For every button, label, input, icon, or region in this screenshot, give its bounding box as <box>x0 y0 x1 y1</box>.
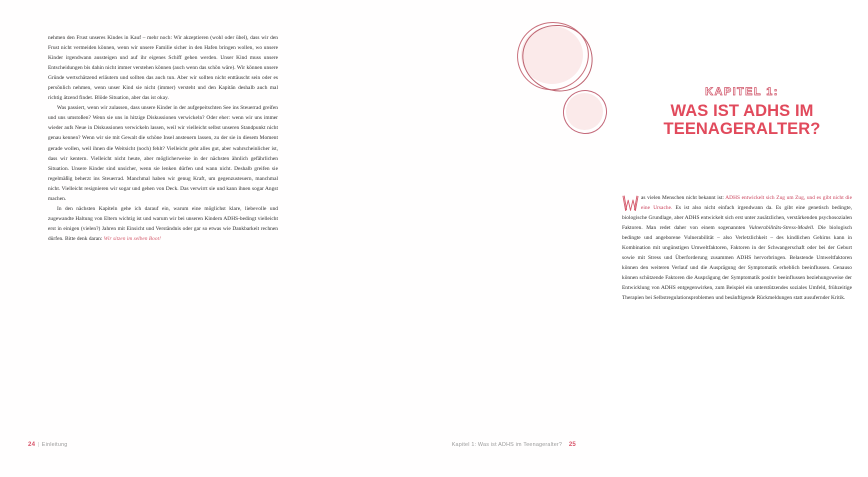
left-page <box>0 0 300 477</box>
paragraph-text: In den nächsten Kapiteln gehe ich darauf ein, warum eine möglichst klare, liebevolle und zugewandte Haltung von Eltern wichtig ist und warum wir bei unseren Kindern ADHS-bedingt vielleicht erst in einigen (vielen?) Jahren mit Einsicht und Verständnis oder gar so etwas wie Dankbarkeit rechnen dürfen. Bitte denk daran: <box>48 205 278 242</box>
right-page-footer <box>452 441 576 448</box>
highlighted-statement: ADHS entwickelt sich Zug um Zug, und es gibt nicht die eine Ursache. <box>641 195 852 212</box>
opening-text: as vielen Menschen nicht bekannt ist: <box>641 195 726 201</box>
left-page-body <box>48 33 278 244</box>
paragraph: Was passiert, wenn wir zulassen, dass unsere Kinder in der aufgepeitschten See ins Steuerrad greifen und uns umstoßen? Wenn sie uns in hitzige Diskussionen verwickeln? Oder eher: wenn wir uns immer wieder aufs Neue in Diskussionen verwickeln lassen, weil wir vielleicht selbst unseren Standpunkt nicht genau kennen? Wenn wir sie mit Gewalt die schöne Insel ansteuern lassen, zu der sie in diesem Moment gerade wollen, weil ihnen die Weitsicht (noch) fehlt? Vielleicht geht alles gut, aber wahrscheinlicher ist, dass wir kentern. Vielleicht nicht heute, aber möglicherweise in der nächsten ähnlich gefährlichen Situation. Unsere Kinder sind unsicher, wenn sie lenken dürfen und wann nicht. Deshalb greifen sie regelmäßig beherzt ins Steuerrad. Manchmal haben wir genug Kraft, um gegenzusteuern, manchmal nicht. Vielleicht resignieren wir sogar und gehen von Deck. Das verwirrt sie und kann ihnen sogar Angst machen. <box>48 105 278 202</box>
left-page-footer <box>28 441 67 448</box>
chapter-heading <box>616 86 868 138</box>
paragraph-final <box>48 204 278 244</box>
body-text-part-two: . Die biologisch bedingte und angeborene Vulnerabilität – also Verletzlichkeit – des kindlichen Gehirns kann in Kombination mit ungünstigen Umweltfaktoren, Faktoren in der Schwangerschaft oder bei der Geburt sowie mit Stress und Überforderung zusammen ADHS hervorbringen. Belastende Umweltfaktoren können den weiteren Verlauf und die Ausprägung der Symptomatik erheblich beeinflussen. Genauso können schützende Faktoren die Ausprägung der Symptomatik positiv beeinflussen beziehungsweise der Entwicklung von ADHS entgegenwirken, zum Beispiel ein unterstützendes soziales Umfeld, frühzeitige Therapien bei Selbstregulationsproblemen und besänftigende Rückmeldungen statt ausufernder Kritik. <box>622 225 852 302</box>
folio-number: 24 <box>28 441 36 448</box>
italic-term: Vulnerabilitäts-Stress-Modell <box>748 225 814 232</box>
right-page-body <box>622 193 852 304</box>
paragraph: nehmen den Frust unseres Kindes in Kauf – mehr noch: Wir akzeptieren (wohl oder übel), dass wir den Frust nicht vermeiden können, wenn wir unsere Familie sicher in den Hafen bringen wollen, wo unsere Kinder irgendwann aussteigen und auf ihr eigenes Schiff gehen werden. Unser Kind muss unsere Entscheidungen bis dahin nicht immer verstehen können (auch wenn das schön wäre). Wir können unsere Gründe wertschätzend erläutern und sollten das auch tun. Aber wir sollten nicht enttäuscht sein oder es persönlich nehmen, wenn unser Kind sie nicht (immer) versteht und den Kapitän deshalb auch mal richtig ätzend findet. Blöde Situation, aber das ist okay. <box>48 35 278 102</box>
chapter-title: WAS IST ADHS IM TEENAGERALTER? <box>663 102 821 138</box>
running-head: Einleitung <box>41 442 68 448</box>
folio-number: 25 <box>568 441 576 448</box>
footer-spacer <box>565 442 567 448</box>
highlighted-quote: Wir sitzen im selben Boot! <box>103 235 161 242</box>
chapter-label: KAPITEL 1: <box>705 86 779 98</box>
opening-paragraph <box>622 193 852 304</box>
right-page <box>300 0 852 477</box>
drop-cap-w <box>622 194 639 213</box>
running-head: Kapitel 1: Was ist ADHS im Teenageralter? <box>451 442 563 448</box>
footer-separator: | <box>37 442 40 448</box>
body-text-part-one: Es ist also nicht einfach irgendwann da. Es gibt eine genetisch bedingte, biologische Grundlage, aber ADHS entwickelt sich erst unter zusätzlichen, verstärkenden psychosozialen Faktoren. Man redet daher von einem sogenannten <box>622 205 852 232</box>
